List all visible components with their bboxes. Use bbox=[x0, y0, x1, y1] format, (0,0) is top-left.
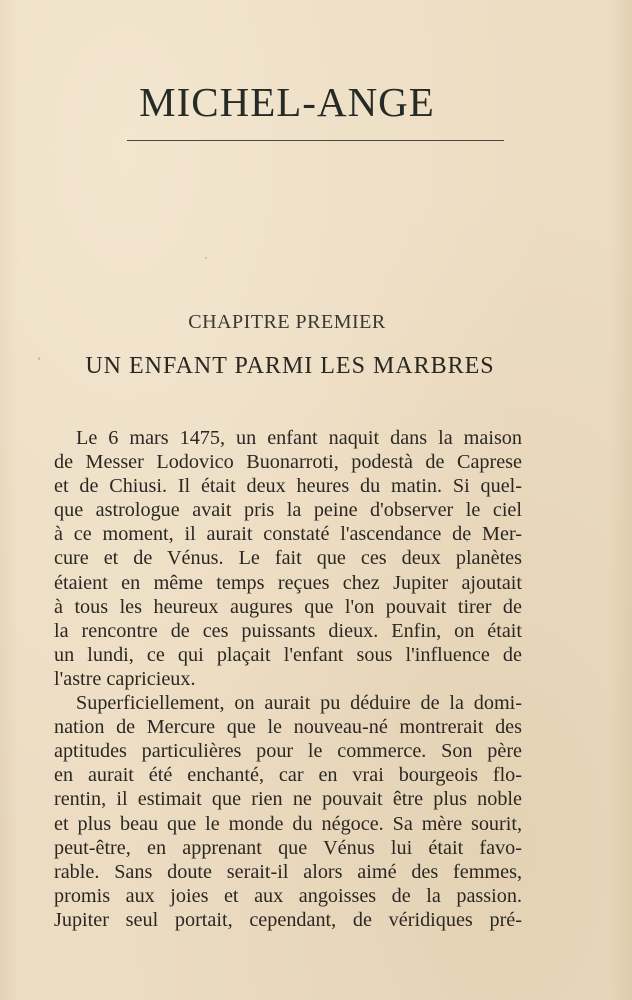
text-line: et de Chiusi. Il était deux heures du matin. Si quel- bbox=[54, 475, 522, 498]
text-line: en aurait été enchanté, car en vrai bourgeois flo- bbox=[54, 764, 522, 787]
chapter-title: UN ENFANT PARMI LES MARBRES bbox=[85, 353, 495, 379]
text-line: aptitudes particulières pour le commerce. Son père bbox=[54, 740, 522, 763]
title-underline-rule bbox=[127, 140, 504, 141]
text-line: promis aux joies et aux angoisses de la passion. bbox=[54, 884, 522, 907]
text-line: Jupiter seul portait, cependant, de véridiques pré- bbox=[54, 908, 522, 931]
paper-speck bbox=[466, 540, 468, 542]
text-line: de Messer Lodovico Buonarroti, podestà de Caprese bbox=[54, 451, 522, 474]
text-line: Superficiellement, on aurait pu déduire de la domi- bbox=[76, 692, 522, 715]
chapter-label: CHAPITRE PREMIER bbox=[188, 311, 386, 333]
paper-speck bbox=[205, 257, 207, 259]
text-line: Le 6 mars 1475, un enfant naquit dans la maison bbox=[76, 427, 522, 449]
book-title: MICHEL-ANGE bbox=[139, 79, 435, 125]
text-line: l'astre capricieux. bbox=[54, 667, 196, 690]
text-line: à tous les heureux augures que l'on pouvait tirer de bbox=[54, 595, 522, 618]
text-line: cure et de Vénus. Le fait que ces deux planètes bbox=[54, 547, 522, 570]
text-line: que astrologue avait pris la peine d'observer le ciel bbox=[54, 499, 522, 522]
text-line: étaient en même temps reçues chez Jupiter ajoutait bbox=[54, 571, 522, 594]
text-line: nation de Mercure que le nouveau-né montrerait des bbox=[54, 716, 522, 739]
text-line: et plus beau que le monde du négoce. Sa mère sourit, bbox=[54, 812, 522, 835]
text-line: la rencontre de ces puissants dieux. Enfin, on était bbox=[54, 619, 522, 642]
text-line: rentin, il estimait que rien ne pouvait être plus noble bbox=[54, 788, 522, 811]
text-line: un lundi, ce qui plaçait l'enfant sous l'influence de bbox=[54, 643, 522, 666]
text-line: à ce moment, il aurait constaté l'ascendance de Mer- bbox=[54, 523, 522, 546]
chapter-body-text bbox=[54, 426, 522, 932]
text-line: peut-être, en apprenant que Vénus lui était favo- bbox=[54, 836, 522, 859]
paper-speck bbox=[38, 357, 40, 360]
text-line: rable. Sans doute serait-il alors aimé des femmes, bbox=[54, 860, 522, 883]
